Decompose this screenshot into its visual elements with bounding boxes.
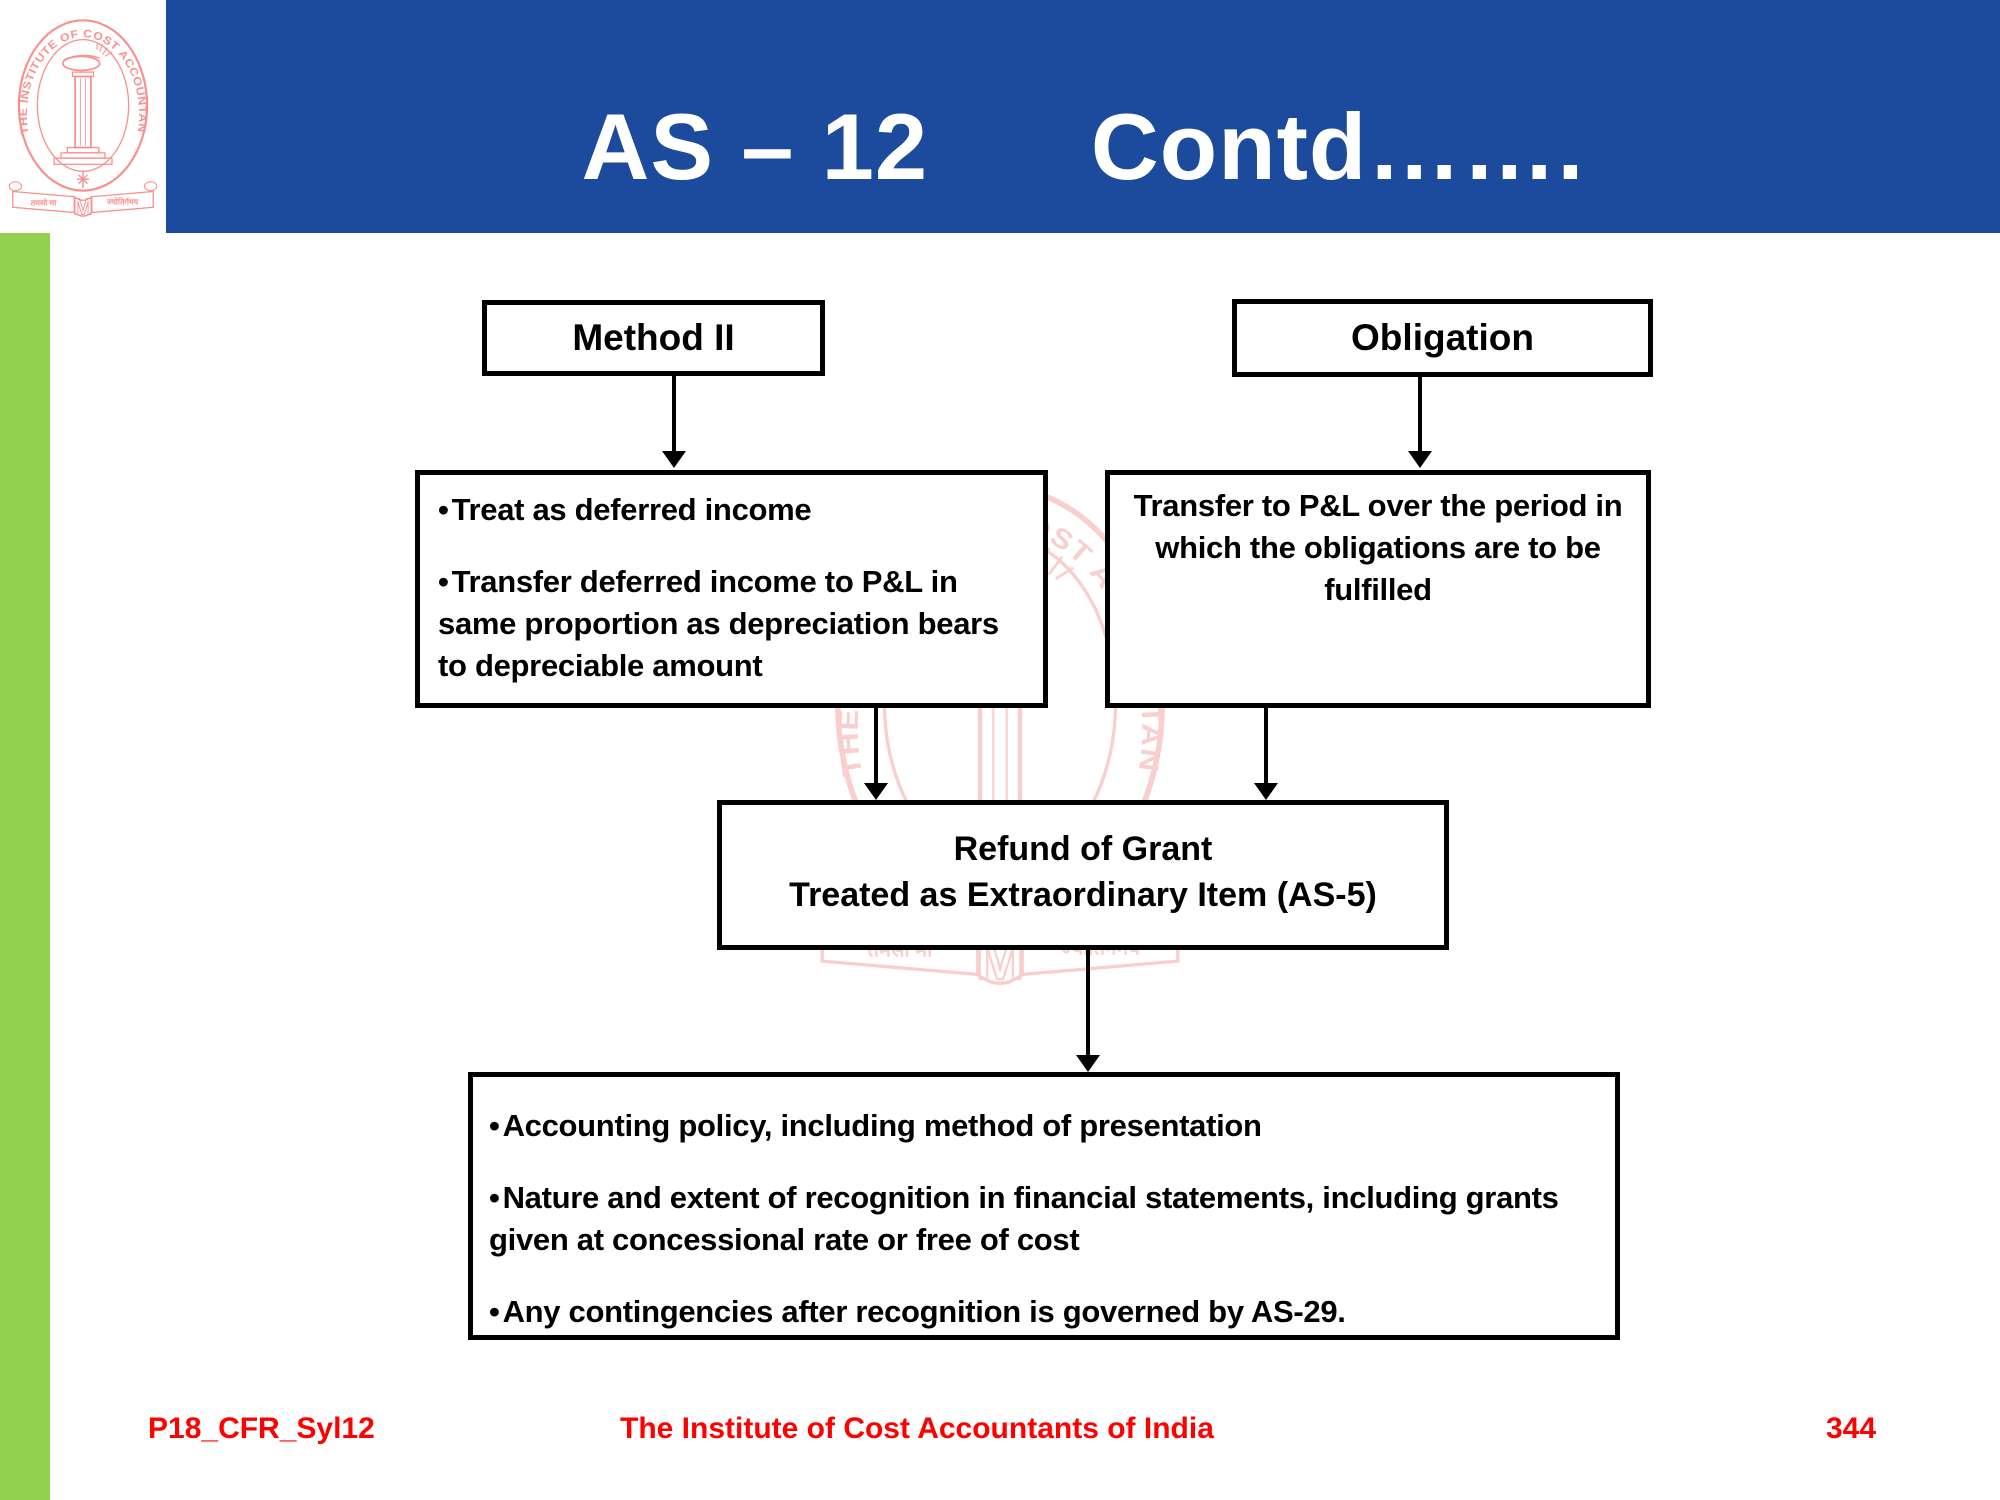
- arrow-method-to-details-icon: [662, 376, 686, 468]
- obligation-details-text: Transfer to P&L over the period in which the obligations are to be fulfilled: [1133, 488, 1623, 608]
- bullet-text: Accounting policy, including method of presentation: [502, 1108, 1262, 1143]
- flow-box-obligation: [1232, 299, 1653, 377]
- arrow-obligation-details-to-refund-icon: [1254, 708, 1278, 800]
- bullet-text: Nature and extent of recognition in financial statements, including grants given at concessional rate or free of cost: [489, 1180, 1559, 1258]
- flow-box-method-2-label: Method II: [572, 317, 735, 358]
- arrow-method-details-to-refund-icon: [864, 708, 888, 800]
- flow-box-disclosure: [468, 1072, 1620, 1340]
- arrow-obligation-to-details-icon: [1408, 377, 1432, 468]
- list-item: [489, 1105, 1601, 1147]
- bullet-icon: •: [489, 1294, 500, 1330]
- refund-line-2: Treated as Extraordinary Item (AS-5): [789, 875, 1377, 914]
- refund-line-1: Refund of Grant: [953, 830, 1213, 868]
- footer-page-number: 344: [1826, 1412, 1877, 1445]
- list-item: [489, 1291, 1601, 1333]
- footer-course-code: P18_CFR_Syl12: [148, 1412, 375, 1445]
- flow-box-method-2-details: [415, 470, 1048, 708]
- bullet-text: Treat as deferred income: [451, 492, 812, 527]
- flow-box-obligation-details: [1105, 470, 1651, 708]
- flow-box-method-2: [482, 300, 825, 376]
- slide-title: AS – 12 Contd…….: [581, 94, 1585, 199]
- footer-institute-name: The Institute of Cost Accountants of India: [620, 1412, 1214, 1445]
- header-banner: [0, 0, 2000, 233]
- bullet-icon: •: [489, 1108, 500, 1143]
- list-item: [438, 561, 1035, 687]
- list-item: [489, 1177, 1601, 1261]
- bullet-text: Any contingencies after recognition is governed by AS-29.: [502, 1294, 1346, 1330]
- flow-box-refund-of-grant: [717, 800, 1449, 950]
- flow-box-obligation-label: Obligation: [1351, 317, 1534, 358]
- institute-logo-icon: [4, 2, 162, 230]
- bullet-icon: •: [438, 492, 449, 527]
- green-stripe: [0, 233, 50, 1500]
- bullet-icon: •: [489, 1180, 500, 1216]
- list-item: [438, 489, 1035, 531]
- institute-logo: [0, 0, 166, 233]
- arrow-refund-to-disclosure-icon: [1076, 950, 1100, 1072]
- bullet-icon: •: [438, 564, 449, 600]
- bullet-text: Transfer deferred income to P&L in same proportion as depreciation bears to depreciable amount: [438, 564, 999, 684]
